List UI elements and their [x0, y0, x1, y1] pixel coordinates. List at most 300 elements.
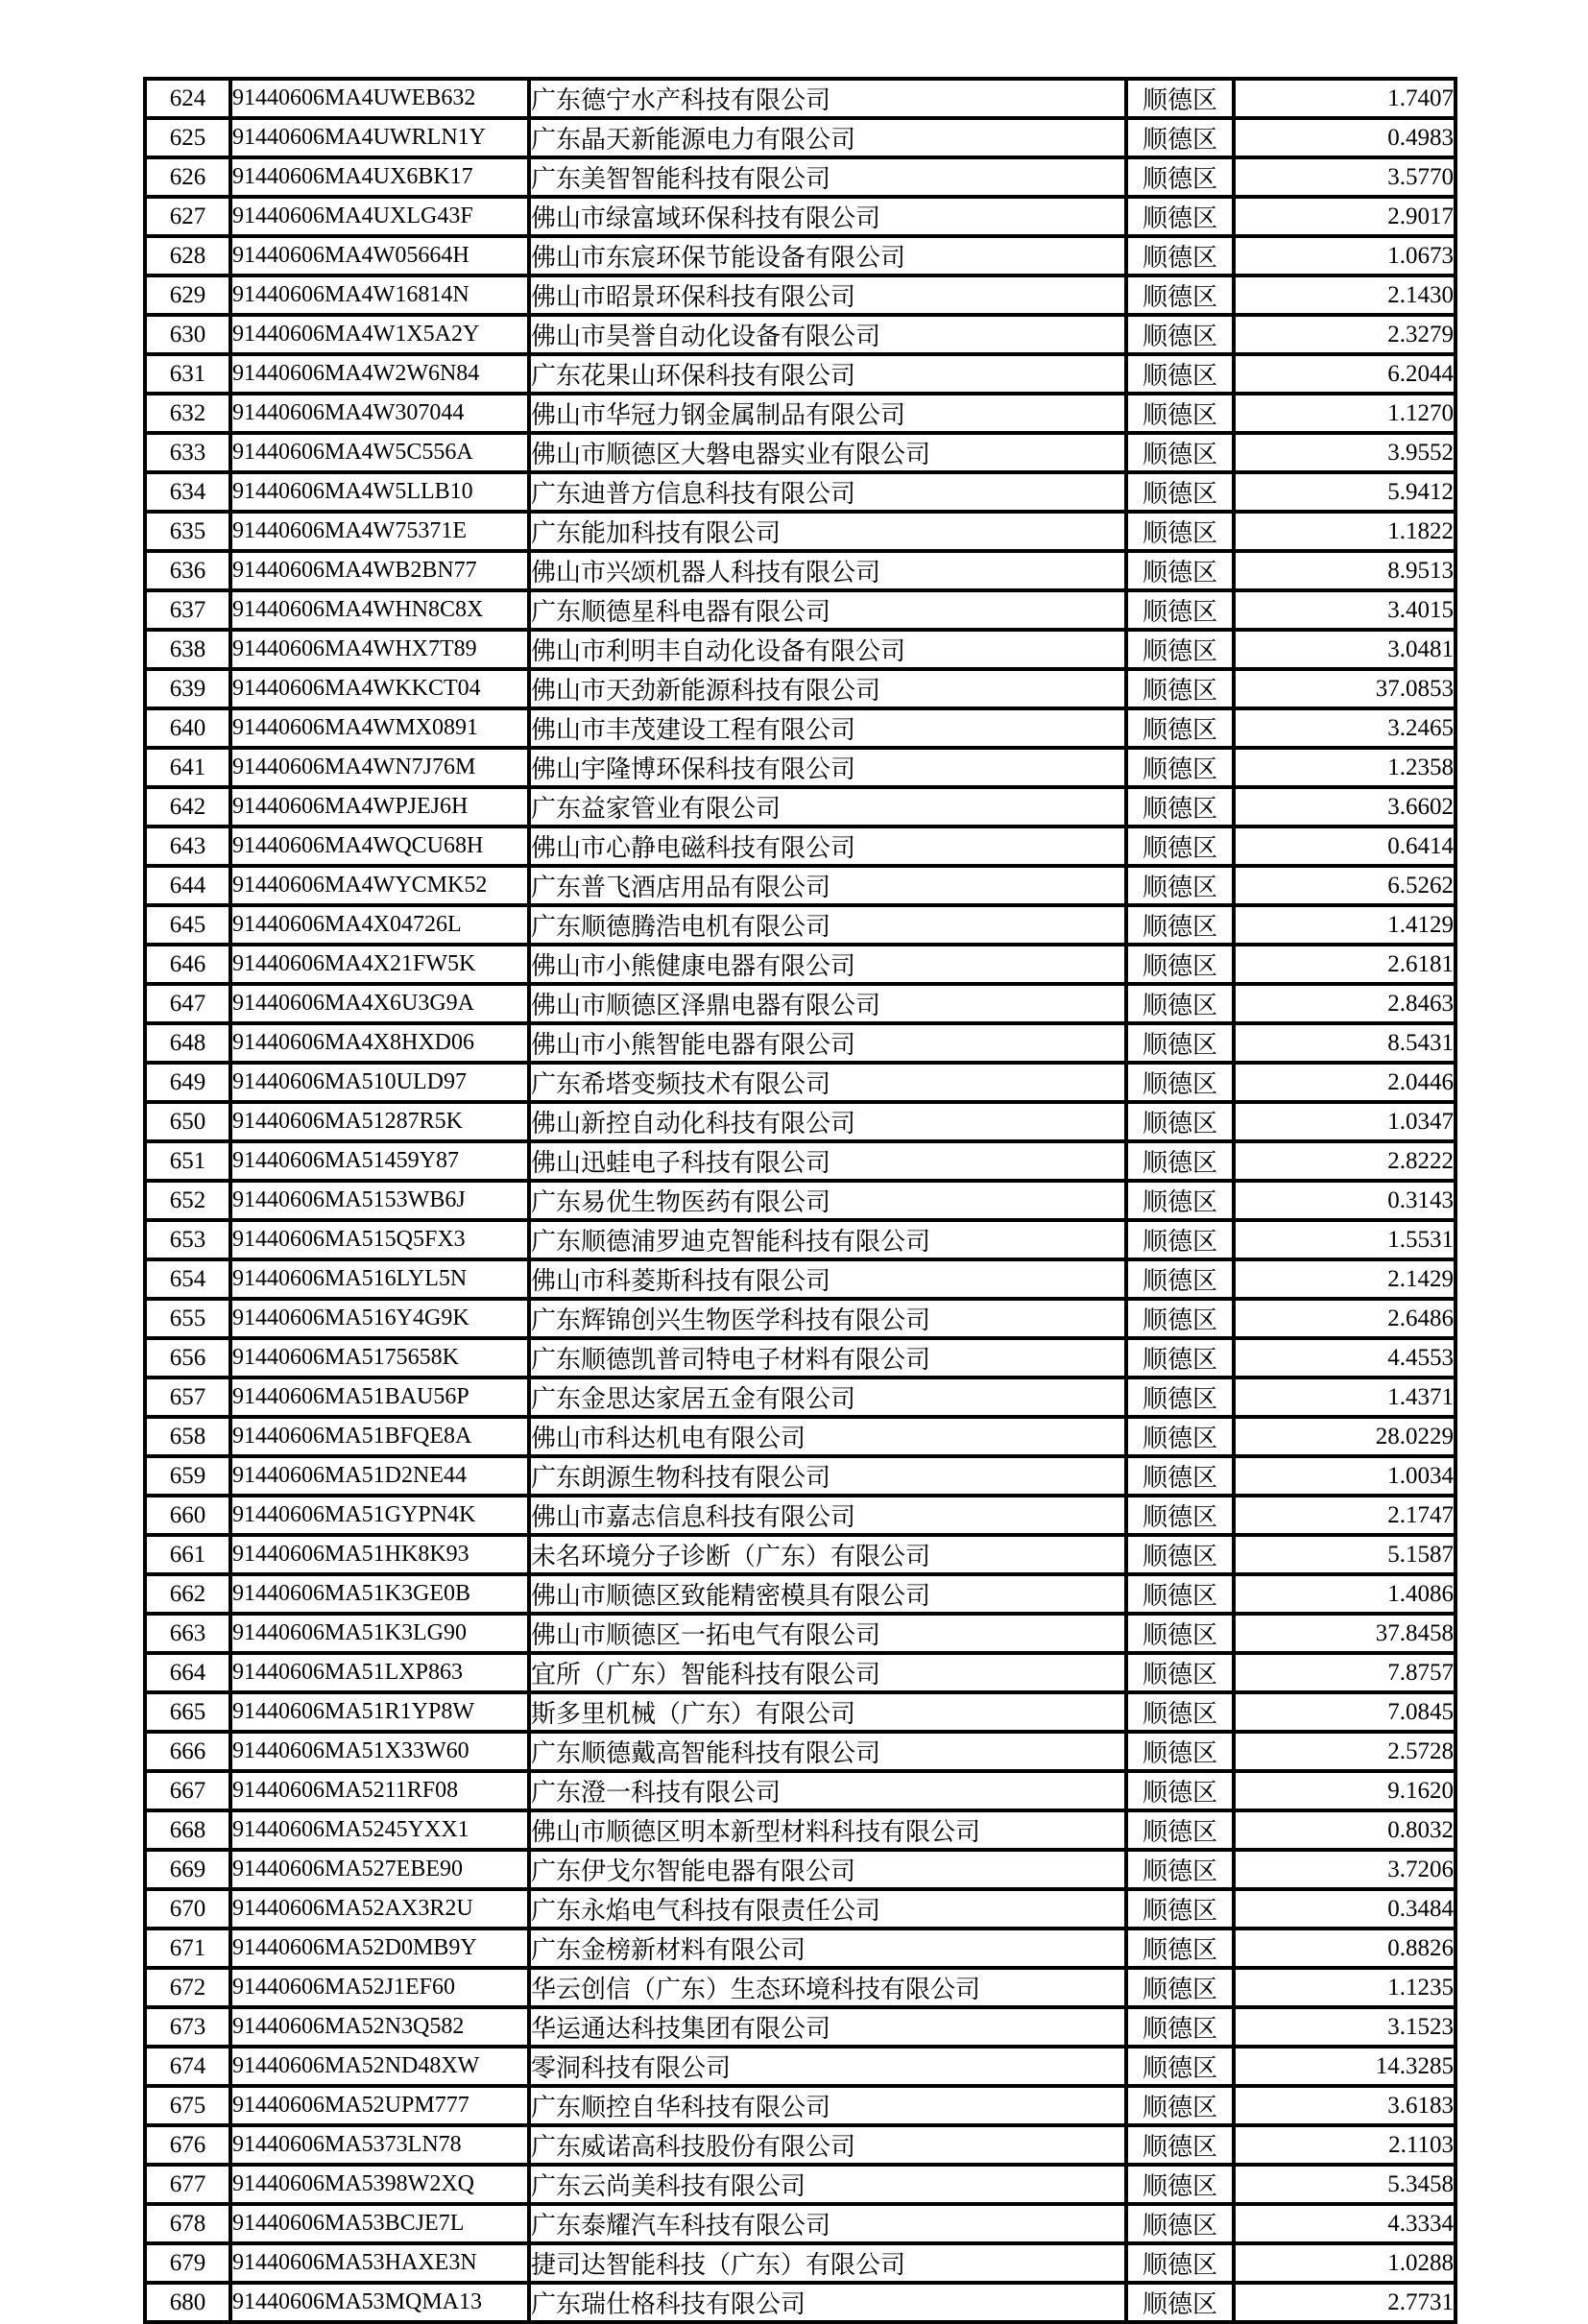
row-number-cell: 675: [145, 2086, 230, 2125]
company-name-cell: 佛山市顺德区致能精密模具有限公司: [529, 1574, 1126, 1614]
company-name-cell: 华云创信（广东）生态环境科技有限公司: [529, 1968, 1126, 2007]
row-number-cell: 655: [145, 1299, 230, 1338]
row-number-cell: 663: [145, 1614, 230, 1653]
company-name-cell: 广东伊戈尔智能电器有限公司: [529, 1850, 1126, 1889]
company-name-cell: 佛山市华冠力钢金属制品有限公司: [529, 394, 1126, 433]
company-name-cell: 广东永焰电气科技有限责任公司: [529, 1889, 1126, 1929]
table-row: [145, 630, 1456, 669]
table-row: [145, 1732, 1456, 1771]
row-number-cell: 624: [145, 79, 230, 118]
credit-code-cell: 91440606MA4W75371E: [230, 512, 529, 551]
row-number-cell: 665: [145, 1692, 230, 1732]
credit-code-cell: 91440606MA4WB2BN77: [230, 551, 529, 590]
value-cell: 2.5728: [1234, 1732, 1456, 1771]
credit-code-cell: 91440606MA4W2W6N84: [230, 354, 529, 394]
district-cell: 顺德区: [1126, 157, 1234, 197]
credit-code-cell: 91440606MA4W5C556A: [230, 433, 529, 472]
row-number-cell: 640: [145, 708, 230, 748]
row-number-cell: 659: [145, 1456, 230, 1496]
district-cell: 顺德区: [1126, 2283, 1234, 2322]
table-row: [145, 276, 1456, 315]
table-row: [145, 197, 1456, 236]
value-cell: 2.1747: [1234, 1496, 1456, 1535]
row-number-cell: 642: [145, 787, 230, 827]
company-name-cell: 佛山市科达机电有限公司: [529, 1417, 1126, 1456]
district-cell: 顺德区: [1126, 1535, 1234, 1574]
value-cell: 0.8032: [1234, 1810, 1456, 1850]
company-name-cell: 佛山市丰茂建设工程有限公司: [529, 708, 1126, 748]
row-number-cell: 633: [145, 433, 230, 472]
district-cell: 顺德区: [1126, 905, 1234, 945]
value-cell: 3.2465: [1234, 708, 1456, 748]
value-cell: 1.4371: [1234, 1378, 1456, 1417]
company-name-cell: 广东德宁水产科技有限公司: [529, 79, 1126, 118]
district-cell: 顺德区: [1126, 1378, 1234, 1417]
credit-code-cell: 91440606MA53MQMA13: [230, 2283, 529, 2322]
value-cell: 8.9513: [1234, 551, 1456, 590]
company-name-cell: 佛山市昭景环保科技有限公司: [529, 276, 1126, 315]
company-name-cell: 零洞科技有限公司: [529, 2047, 1126, 2086]
table-row: [145, 118, 1456, 157]
credit-code-cell: 91440606MA51D2NE44: [230, 1456, 529, 1496]
district-cell: 顺德区: [1126, 1929, 1234, 1968]
value-cell: 6.2044: [1234, 354, 1456, 394]
row-number-cell: 664: [145, 1653, 230, 1692]
company-name-cell: 广东金榜新材料有限公司: [529, 1929, 1126, 1968]
value-cell: 14.3285: [1234, 2047, 1456, 2086]
table-row: [145, 590, 1456, 630]
credit-code-cell: 91440606MA51BAU56P: [230, 1378, 529, 1417]
row-number-cell: 629: [145, 276, 230, 315]
district-cell: 顺德区: [1126, 827, 1234, 866]
credit-code-cell: 91440606MA4W1X5A2Y: [230, 315, 529, 354]
district-cell: 顺德区: [1126, 1496, 1234, 1535]
company-name-cell: 斯多里机械（广东）有限公司: [529, 1692, 1126, 1732]
table-row: [145, 1338, 1456, 1378]
credit-code-cell: 91440606MA51LXP863: [230, 1653, 529, 1692]
district-cell: 顺德区: [1126, 945, 1234, 984]
credit-code-cell: 91440606MA5373LN78: [230, 2125, 529, 2165]
company-name-cell: 佛山市绿富域环保科技有限公司: [529, 197, 1126, 236]
value-cell: 1.1822: [1234, 512, 1456, 551]
company-name-cell: 广东顺德凯普司特电子材料有限公司: [529, 1338, 1126, 1378]
value-cell: 3.5770: [1234, 157, 1456, 197]
value-cell: 37.0853: [1234, 669, 1456, 708]
row-number-cell: 627: [145, 197, 230, 236]
value-cell: 7.8757: [1234, 1653, 1456, 1692]
table-row: [145, 79, 1456, 118]
district-cell: 顺德区: [1126, 79, 1234, 118]
value-cell: 1.0034: [1234, 1456, 1456, 1496]
row-number-cell: 625: [145, 118, 230, 157]
district-cell: 顺德区: [1126, 354, 1234, 394]
district-cell: 顺德区: [1126, 630, 1234, 669]
value-cell: 3.9552: [1234, 433, 1456, 472]
credit-code-cell: 91440606MA4WKKCT04: [230, 669, 529, 708]
district-cell: 顺德区: [1126, 1574, 1234, 1614]
row-number-cell: 671: [145, 1929, 230, 1968]
value-cell: 1.0673: [1234, 236, 1456, 276]
table-row: [145, 1063, 1456, 1102]
value-cell: 9.1620: [1234, 1771, 1456, 1810]
table-row: [145, 748, 1456, 787]
table-row: [145, 1417, 1456, 1456]
company-name-cell: 佛山市天劲新能源科技有限公司: [529, 669, 1126, 708]
district-cell: 顺德区: [1126, 1614, 1234, 1653]
row-number-cell: 645: [145, 905, 230, 945]
district-cell: 顺德区: [1126, 1456, 1234, 1496]
value-cell: 4.3334: [1234, 2204, 1456, 2243]
company-name-cell: 广东顺德腾浩电机有限公司: [529, 905, 1126, 945]
value-cell: 0.3143: [1234, 1181, 1456, 1220]
district-cell: 顺德区: [1126, 2047, 1234, 2086]
company-table: [143, 77, 1457, 2324]
district-cell: 顺德区: [1126, 1850, 1234, 1889]
row-number-cell: 643: [145, 827, 230, 866]
credit-code-cell: 91440606MA4X6U3G9A: [230, 984, 529, 1023]
row-number-cell: 670: [145, 1889, 230, 1929]
value-cell: 6.5262: [1234, 866, 1456, 905]
company-name-cell: 广东顺德浦罗迪克智能科技有限公司: [529, 1220, 1126, 1259]
row-number-cell: 673: [145, 2007, 230, 2047]
row-number-cell: 628: [145, 236, 230, 276]
district-cell: 顺德区: [1126, 708, 1234, 748]
row-number-cell: 676: [145, 2125, 230, 2165]
table-row: [145, 1968, 1456, 2007]
credit-code-cell: 91440606MA5398W2XQ: [230, 2165, 529, 2204]
credit-code-cell: 91440606MA52D0MB9Y: [230, 1929, 529, 1968]
row-number-cell: 660: [145, 1496, 230, 1535]
credit-code-cell: 91440606MA4W5LLB10: [230, 472, 529, 512]
value-cell: 1.0288: [1234, 2243, 1456, 2283]
table-row: [145, 236, 1456, 276]
credit-code-cell: 91440606MA5211RF08: [230, 1771, 529, 1810]
row-number-cell: 680: [145, 2283, 230, 2322]
row-number-cell: 639: [145, 669, 230, 708]
value-cell: 1.2358: [1234, 748, 1456, 787]
row-number-cell: 667: [145, 1771, 230, 1810]
district-cell: 顺德区: [1126, 433, 1234, 472]
row-number-cell: 637: [145, 590, 230, 630]
company-name-cell: 未名环境分子诊断（广东）有限公司: [529, 1535, 1126, 1574]
table-row: [145, 1456, 1456, 1496]
table-row: [145, 1771, 1456, 1810]
district-cell: 顺德区: [1126, 1732, 1234, 1771]
row-number-cell: 661: [145, 1535, 230, 1574]
table-row: [145, 394, 1456, 433]
company-name-cell: 佛山新控自动化科技有限公司: [529, 1102, 1126, 1141]
table-row: [145, 945, 1456, 984]
table-row: [145, 354, 1456, 394]
row-number-cell: 626: [145, 157, 230, 197]
district-cell: 顺德区: [1126, 1692, 1234, 1732]
district-cell: 顺德区: [1126, 1653, 1234, 1692]
company-name-cell: 佛山市小熊智能电器有限公司: [529, 1023, 1126, 1063]
row-number-cell: 657: [145, 1378, 230, 1417]
credit-code-cell: 91440606MA4WPJEJ6H: [230, 787, 529, 827]
value-cell: 2.9017: [1234, 197, 1456, 236]
credit-code-cell: 91440606MA4UXLG43F: [230, 197, 529, 236]
table-row: [145, 1299, 1456, 1338]
district-cell: 顺德区: [1126, 394, 1234, 433]
district-cell: 顺德区: [1126, 118, 1234, 157]
district-cell: 顺德区: [1126, 551, 1234, 590]
district-cell: 顺德区: [1126, 472, 1234, 512]
value-cell: 2.7731: [1234, 2283, 1456, 2322]
credit-code-cell: 91440606MA4WN7J76M: [230, 748, 529, 787]
credit-code-cell: 91440606MA51287R5K: [230, 1102, 529, 1141]
table-row: [145, 708, 1456, 748]
row-number-cell: 647: [145, 984, 230, 1023]
credit-code-cell: 91440606MA51HK8K93: [230, 1535, 529, 1574]
value-cell: 1.4086: [1234, 1574, 1456, 1614]
company-table-body: [145, 79, 1456, 2322]
row-number-cell: 654: [145, 1259, 230, 1299]
credit-code-cell: 91440606MA516Y4G9K: [230, 1299, 529, 1338]
table-row: [145, 1692, 1456, 1732]
credit-code-cell: 91440606MA4X21FW5K: [230, 945, 529, 984]
company-name-cell: 广东顺德戴高智能科技有限公司: [529, 1732, 1126, 1771]
table-row: [145, 827, 1456, 866]
credit-code-cell: 91440606MA4W16814N: [230, 276, 529, 315]
company-name-cell: 华运通达科技集团有限公司: [529, 2007, 1126, 2047]
row-number-cell: 634: [145, 472, 230, 512]
company-name-cell: 佛山市科菱斯科技有限公司: [529, 1259, 1126, 1299]
district-cell: 顺德区: [1126, 2243, 1234, 2283]
row-number-cell: 653: [145, 1220, 230, 1259]
credit-code-cell: 91440606MA51BFQE8A: [230, 1417, 529, 1456]
table-row: [145, 433, 1456, 472]
district-cell: 顺德区: [1126, 787, 1234, 827]
company-name-cell: 广东朗源生物科技有限公司: [529, 1456, 1126, 1496]
company-name-cell: 广东晶天新能源电力有限公司: [529, 118, 1126, 157]
credit-code-cell: 91440606MA4X8HXD06: [230, 1023, 529, 1063]
table-row: [145, 2283, 1456, 2322]
table-row: [145, 1889, 1456, 1929]
row-number-cell: 649: [145, 1063, 230, 1102]
district-cell: 顺德区: [1126, 2204, 1234, 2243]
district-cell: 顺德区: [1126, 590, 1234, 630]
table-row: [145, 1181, 1456, 1220]
credit-code-cell: 91440606MA52N3Q582: [230, 2007, 529, 2047]
company-name-cell: 广东金思达家居五金有限公司: [529, 1378, 1126, 1417]
credit-code-cell: 91440606MA4WMX0891: [230, 708, 529, 748]
table-row: [145, 472, 1456, 512]
credit-code-cell: 91440606MA52ND48XW: [230, 2047, 529, 2086]
value-cell: 2.3279: [1234, 315, 1456, 354]
credit-code-cell: 91440606MA515Q5FX3: [230, 1220, 529, 1259]
row-number-cell: 669: [145, 1850, 230, 1889]
row-number-cell: 644: [145, 866, 230, 905]
credit-code-cell: 91440606MA4WYCMK52: [230, 866, 529, 905]
district-cell: 顺德区: [1126, 236, 1234, 276]
table-row: [145, 1929, 1456, 1968]
value-cell: 5.1587: [1234, 1535, 1456, 1574]
company-name-cell: 佛山市利明丰自动化设备有限公司: [529, 630, 1126, 669]
company-name-cell: 捷司达智能科技（广东）有限公司: [529, 2243, 1126, 2283]
row-number-cell: 631: [145, 354, 230, 394]
row-number-cell: 641: [145, 748, 230, 787]
table-row: [145, 984, 1456, 1023]
company-name-cell: 佛山市顺德区一拓电气有限公司: [529, 1614, 1126, 1653]
table-row: [145, 669, 1456, 708]
company-name-cell: 佛山市嘉志信息科技有限公司: [529, 1496, 1126, 1535]
row-number-cell: 651: [145, 1141, 230, 1181]
company-name-cell: 佛山宇隆博环保科技有限公司: [529, 748, 1126, 787]
credit-code-cell: 91440606MA52AX3R2U: [230, 1889, 529, 1929]
value-cell: 1.1235: [1234, 1968, 1456, 2007]
district-cell: 顺德区: [1126, 2125, 1234, 2165]
credit-code-cell: 91440606MA52J1EF60: [230, 1968, 529, 2007]
value-cell: 0.4983: [1234, 118, 1456, 157]
value-cell: 0.6414: [1234, 827, 1456, 866]
credit-code-cell: 91440606MA51K3GE0B: [230, 1574, 529, 1614]
value-cell: 7.0845: [1234, 1692, 1456, 1732]
credit-code-cell: 91440606MA51K3LG90: [230, 1614, 529, 1653]
company-name-cell: 佛山市小熊健康电器有限公司: [529, 945, 1126, 984]
row-number-cell: 668: [145, 1810, 230, 1850]
district-cell: 顺德区: [1126, 512, 1234, 551]
company-name-cell: 佛山市昊誉自动化设备有限公司: [529, 315, 1126, 354]
value-cell: 2.8222: [1234, 1141, 1456, 1181]
value-cell: 5.9412: [1234, 472, 1456, 512]
value-cell: 1.1270: [1234, 394, 1456, 433]
credit-code-cell: 91440606MA4UWEB632: [230, 79, 529, 118]
district-cell: 顺德区: [1126, 2007, 1234, 2047]
row-number-cell: 638: [145, 630, 230, 669]
table-row: [145, 2165, 1456, 2204]
district-cell: 顺德区: [1126, 315, 1234, 354]
credit-code-cell: 91440606MA4W05664H: [230, 236, 529, 276]
credit-code-cell: 91440606MA5245YXX1: [230, 1810, 529, 1850]
value-cell: 2.1103: [1234, 2125, 1456, 2165]
table-row: [145, 1259, 1456, 1299]
row-number-cell: 656: [145, 1338, 230, 1378]
credit-code-cell: 91440606MA4WHN8C8X: [230, 590, 529, 630]
district-cell: 顺德区: [1126, 1063, 1234, 1102]
table-row: [145, 1653, 1456, 1692]
credit-code-cell: 91440606MA51R1YP8W: [230, 1692, 529, 1732]
value-cell: 3.6183: [1234, 2086, 1456, 2125]
table-row: [145, 2204, 1456, 2243]
credit-code-cell: 91440606MA4W307044: [230, 394, 529, 433]
table-row: [145, 905, 1456, 945]
credit-code-cell: 91440606MA5153WB6J: [230, 1181, 529, 1220]
credit-code-cell: 91440606MA53BCJE7L: [230, 2204, 529, 2243]
table-row: [145, 1378, 1456, 1417]
district-cell: 顺德区: [1126, 1417, 1234, 1456]
district-cell: 顺德区: [1126, 1810, 1234, 1850]
row-number-cell: 672: [145, 1968, 230, 2007]
table-row: [145, 2243, 1456, 2283]
row-number-cell: 635: [145, 512, 230, 551]
value-cell: 1.0347: [1234, 1102, 1456, 1141]
table-row: [145, 1023, 1456, 1063]
credit-code-cell: 91440606MA516LYL5N: [230, 1259, 529, 1299]
table-row: [145, 1574, 1456, 1614]
company-name-cell: 广东辉锦创兴生物医学科技有限公司: [529, 1299, 1126, 1338]
company-name-cell: 广东顺控自华科技有限公司: [529, 2086, 1126, 2125]
company-name-cell: 广东希塔变频技术有限公司: [529, 1063, 1126, 1102]
district-cell: 顺德区: [1126, 1338, 1234, 1378]
value-cell: 3.1523: [1234, 2007, 1456, 2047]
credit-code-cell: 91440606MA4WHX7T89: [230, 630, 529, 669]
company-name-cell: 佛山市顺德区大磐电器实业有限公司: [529, 433, 1126, 472]
row-number-cell: 650: [145, 1102, 230, 1141]
company-name-cell: 广东易优生物医药有限公司: [529, 1181, 1126, 1220]
district-cell: 顺德区: [1126, 1968, 1234, 2007]
table-row: [145, 1496, 1456, 1535]
company-name-cell: 广东顺德星科电器有限公司: [529, 590, 1126, 630]
value-cell: 0.8826: [1234, 1929, 1456, 1968]
credit-code-cell: 91440606MA51459Y87: [230, 1141, 529, 1181]
value-cell: 4.4553: [1234, 1338, 1456, 1378]
district-cell: 顺德区: [1126, 1141, 1234, 1181]
company-name-cell: 广东能加科技有限公司: [529, 512, 1126, 551]
table-row: [145, 1535, 1456, 1574]
value-cell: 3.0481: [1234, 630, 1456, 669]
district-cell: 顺德区: [1126, 866, 1234, 905]
value-cell: 2.1429: [1234, 1259, 1456, 1299]
district-cell: 顺德区: [1126, 2086, 1234, 2125]
district-cell: 顺德区: [1126, 748, 1234, 787]
credit-code-cell: 91440606MA52UPM777: [230, 2086, 529, 2125]
value-cell: 0.3484: [1234, 1889, 1456, 1929]
company-name-cell: 广东威诺高科技股份有限公司: [529, 2125, 1126, 2165]
table-row: [145, 2007, 1456, 2047]
company-name-cell: 佛山市顺德区明本新型材料科技有限公司: [529, 1810, 1126, 1850]
company-name-cell: 佛山迅蛙电子科技有限公司: [529, 1141, 1126, 1181]
row-number-cell: 658: [145, 1417, 230, 1456]
table-row: [145, 1850, 1456, 1889]
row-number-cell: 648: [145, 1023, 230, 1063]
district-cell: 顺德区: [1126, 1771, 1234, 1810]
credit-code-cell: 91440606MA51GYPN4K: [230, 1496, 529, 1535]
company-name-cell: 佛山市兴颂机器人科技有限公司: [529, 551, 1126, 590]
row-number-cell: 636: [145, 551, 230, 590]
credit-code-cell: 91440606MA4WQCU68H: [230, 827, 529, 866]
company-name-cell: 广东益家管业有限公司: [529, 787, 1126, 827]
table-row: [145, 2125, 1456, 2165]
company-name-cell: 广东瑞仕格科技有限公司: [529, 2283, 1126, 2322]
district-cell: 顺德区: [1126, 1220, 1234, 1259]
table-row: [145, 1102, 1456, 1141]
district-cell: 顺德区: [1126, 1299, 1234, 1338]
row-number-cell: 678: [145, 2204, 230, 2243]
value-cell: 2.1430: [1234, 276, 1456, 315]
value-cell: 2.6181: [1234, 945, 1456, 984]
table-row: [145, 512, 1456, 551]
district-cell: 顺德区: [1126, 1181, 1234, 1220]
value-cell: 1.7407: [1234, 79, 1456, 118]
credit-code-cell: 91440606MA53HAXE3N: [230, 2243, 529, 2283]
value-cell: 2.0446: [1234, 1063, 1456, 1102]
district-cell: 顺德区: [1126, 669, 1234, 708]
company-name-cell: 广东泰耀汽车科技有限公司: [529, 2204, 1126, 2243]
company-name-cell: 广东澄一科技有限公司: [529, 1771, 1126, 1810]
district-cell: 顺德区: [1126, 1889, 1234, 1929]
district-cell: 顺德区: [1126, 1023, 1234, 1063]
value-cell: 2.6486: [1234, 1299, 1456, 1338]
row-number-cell: 646: [145, 945, 230, 984]
district-cell: 顺德区: [1126, 1259, 1234, 1299]
credit-code-cell: 91440606MA5175658K: [230, 1338, 529, 1378]
row-number-cell: 630: [145, 315, 230, 354]
company-name-cell: 宜所（广东）智能科技有限公司: [529, 1653, 1126, 1692]
company-name-cell: 佛山市顺德区泽鼎电器有限公司: [529, 984, 1126, 1023]
table-row: [145, 1220, 1456, 1259]
credit-code-cell: 91440606MA510ULD97: [230, 1063, 529, 1102]
